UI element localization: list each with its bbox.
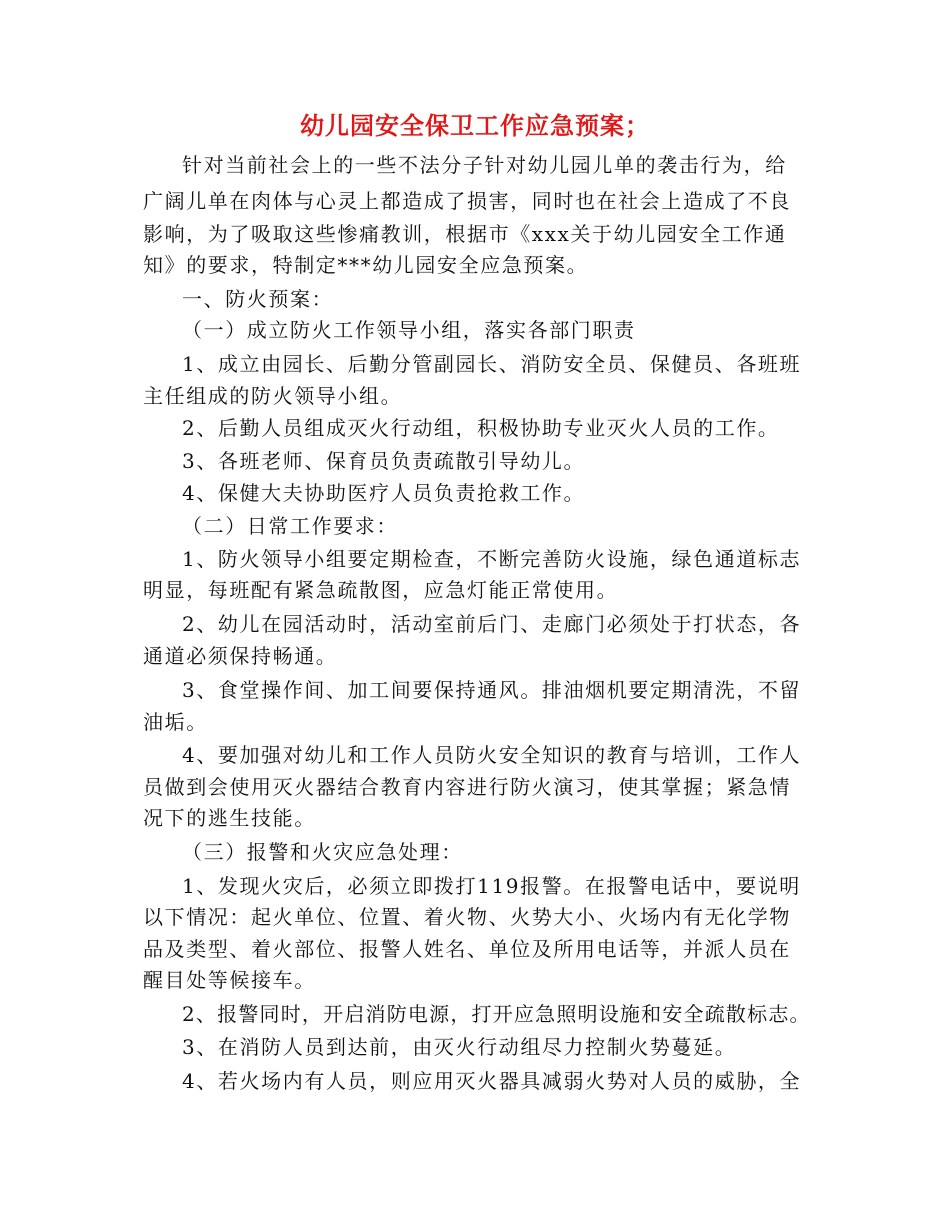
paragraph-line: 影响，为了吸取这些惨痛教训，根据市《xxx关于幼儿园安全工作通	[143, 222, 787, 246]
paragraph-line: 1、发现火灾后，必须立即拨打119报警。在报警电话中，要说明	[182, 874, 801, 898]
paragraph-line: 品及类型、着火部位、报警人姓名、单位及所用电话等，并派人员在	[143, 937, 791, 961]
subsection-heading: （三）报警和火灾应急处理：	[182, 840, 463, 864]
paragraph-line: 明显，每班配有紧急疏散图，应急灯能正常使用。	[143, 578, 619, 602]
paragraph-line: 以下情况：起火单位、位置、着火物、火势大小、火场内有无化学物	[143, 905, 791, 929]
paragraph-line: 1、成立由园长、后勤分管副园长、消防安全员、保健员、各班班	[182, 352, 802, 376]
paragraph-line: 通道必须保持畅通。	[143, 644, 338, 668]
section-heading: 一、防火预案：	[182, 287, 334, 311]
subsection-heading: （二）日常工作要求：	[182, 514, 398, 538]
paragraph-line: 主任组成的防火领导小组。	[143, 384, 403, 408]
paragraph-line: 3、在消防人员到达前，由灭火行动组尽力控制火势蔓延。	[182, 1035, 737, 1059]
paragraph-line: 2、幼儿在园活动时，活动室前后门、走廊门必须处于打状态，各	[182, 612, 802, 636]
paragraph-line: 知》的要求，特制定***幼儿园安全应急预案。	[143, 253, 589, 277]
paragraph-line: 4、保健大夫协助医疗人员负责抢救工作。	[182, 481, 586, 505]
paragraph-line: 2、后勤人员组成灭火行动组，积极协助专业灭火人员的工作。	[182, 416, 780, 440]
paragraph-line: 1、防火领导小组要定期检查，不断完善防火设施，绿色通道标志	[182, 547, 802, 571]
paragraph-line: 况下的逃生技能。	[143, 806, 316, 830]
paragraph-line: 3、各班老师、保育员负责疏散引导幼儿。	[182, 449, 586, 473]
subsection-heading: （一）成立防火工作领导小组，落实各部门职责	[182, 318, 636, 342]
paragraph-line: 广阔儿单在肉体与心灵上都造成了损害，同时也在社会上造成了不良	[143, 189, 791, 213]
paragraph-line: 4、要加强对幼儿和工作人员防火安全知识的教育与培训，工作人	[182, 743, 802, 767]
paragraph-line: 3、食堂操作间、加工间要保持通风。排油烟机要定期清洗，不留	[182, 678, 802, 702]
paragraph-line: 2、报警同时，开启消防电源，打开应急照明设施和安全疏散标志。	[182, 1002, 811, 1026]
paragraph-line: 员做到会使用灭火器结合教育内容进行防火演习，使其掌握；紧急情	[143, 775, 791, 799]
paragraph-line: 针对当前社会上的一些不法分子针对幼儿园儿单的袭击行为，给	[182, 153, 787, 177]
paragraph-line: 4、若火场内有人员，则应用灭火器具减弱火势对人员的威胁，全	[182, 1069, 802, 1093]
paragraph-line: 醒目处等候接车。	[143, 968, 316, 992]
paragraph-line: 油垢。	[143, 710, 208, 734]
document-title: 幼儿园安全保卫工作应急预案；	[300, 111, 650, 140]
